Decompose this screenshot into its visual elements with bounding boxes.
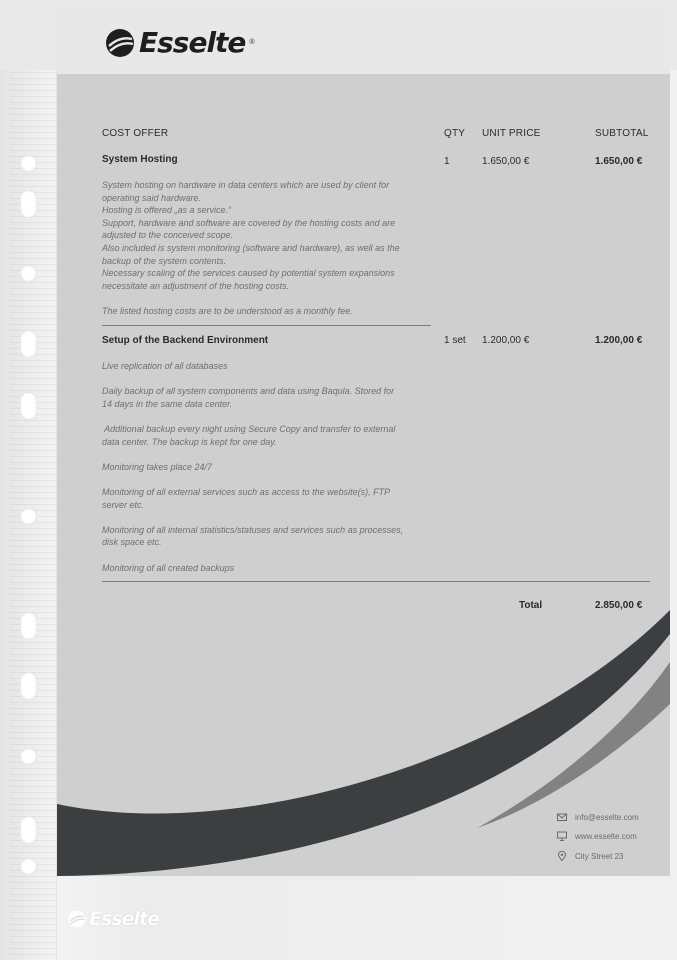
contact-email-text: info@esselte.com [575,812,639,822]
punch-hole [20,816,37,844]
description-line: Monitoring of all external services such as access to the website(s), FTP [102,486,391,497]
column-header-qty: QTY [444,128,466,139]
description-line [102,448,437,461]
line-item-unit-price: 1.650,00 € [482,156,530,167]
line-item-description [102,179,432,318]
line-item-title: System Hosting [102,154,178,165]
description-line: adjusted to the conceived scope. [102,230,234,241]
description-line: Additional backup every night using Secure Copy and transfer to external [102,423,396,434]
line-item-unit-price: 1.200,00 € [482,335,530,346]
column-header-subtotal: SUBTOTAL [595,128,649,139]
punch-hole [20,748,37,765]
description-line: necessitate an adjustment of the hosting costs. [102,280,290,291]
description-line: The listed hosting costs are to be understood as a monthly fee. [102,305,353,316]
punch-hole [20,672,37,700]
esselte-logo-mark-icon [105,28,135,58]
contact-email [557,812,639,822]
description-line: 14 days in the same data center. [102,398,233,409]
row-divider [102,325,431,326]
punch-hole [20,392,37,420]
line-item-title: Setup of the Backend Environment [102,335,269,346]
description-line: System hosting on hardware in data centers which are used by client for [102,180,390,190]
envelope-icon [557,812,567,822]
contact-address [557,851,623,861]
cost-offer-document [57,4,670,876]
column-header-cost-offer: COST OFFER [102,128,169,139]
punch-hole [20,265,37,282]
description-line: Daily backup of all system components and data using Baqula. Stored for [102,386,395,397]
contact-website [557,831,637,841]
contact-address-text: City Street 23 [575,851,624,861]
registered-mark: ® [249,39,255,46]
sleeve-logo-wordmark: Esselte [89,908,159,930]
esselte-logo [105,26,255,59]
total-divider [102,581,650,582]
description-line [102,373,437,386]
description-line: data center. The backup is kept for one day. [102,436,277,447]
monitor-icon [557,831,567,841]
contact-website-text: www.esselte.com [575,831,637,841]
description-line: Hosting is offered „as a service.“ [102,205,232,216]
punch-hole [20,155,37,172]
description-line: server etc. [102,499,145,510]
map-pin-icon [557,851,567,861]
description-line [102,511,437,524]
logo-wordmark: Esselte [139,26,246,59]
punch-hole [20,330,37,358]
description-line [102,473,437,486]
sleeve-esselte-logo [68,908,159,930]
description-line: disk space etc. [102,537,162,548]
description-line [102,410,437,423]
column-header-unit-price: UNIT PRICE [482,128,541,139]
total-label: Total [519,600,543,611]
description-line: Live replication of all databases [102,361,228,371]
description-line [102,292,432,305]
esselte-logo-mark-icon [68,910,86,928]
description-line: Monitoring of all created backups [102,562,235,573]
description-line: Support, hardware and software are covered by the hosting costs and are [102,217,396,228]
description-line: Monitoring takes place 24/7 [102,461,213,472]
line-item-qty: 1 [444,156,450,167]
description-line: operating said hardware. [102,192,202,203]
punch-hole [20,508,37,525]
description-line: Also included is system monitoring (software and hardware), as well as the [102,242,400,253]
line-item-subtotal: 1.200,00 € [595,335,643,346]
line-item-subtotal: 1.650,00 € [595,156,643,167]
line-item-qty: 1 set [444,335,466,346]
total-value: 2.850,00 € [595,600,643,611]
description-line [102,549,437,562]
description-line: Necessary scaling of the services caused by potential system expansions [102,268,395,279]
description-line: backup of the system contents. [102,255,227,266]
punch-hole [20,858,37,875]
description-line: Monitoring of all internal statistics/statuses and services such as processes, [102,524,404,535]
line-item-description [102,360,437,574]
punch-hole [20,612,37,640]
punch-hole [20,190,37,218]
